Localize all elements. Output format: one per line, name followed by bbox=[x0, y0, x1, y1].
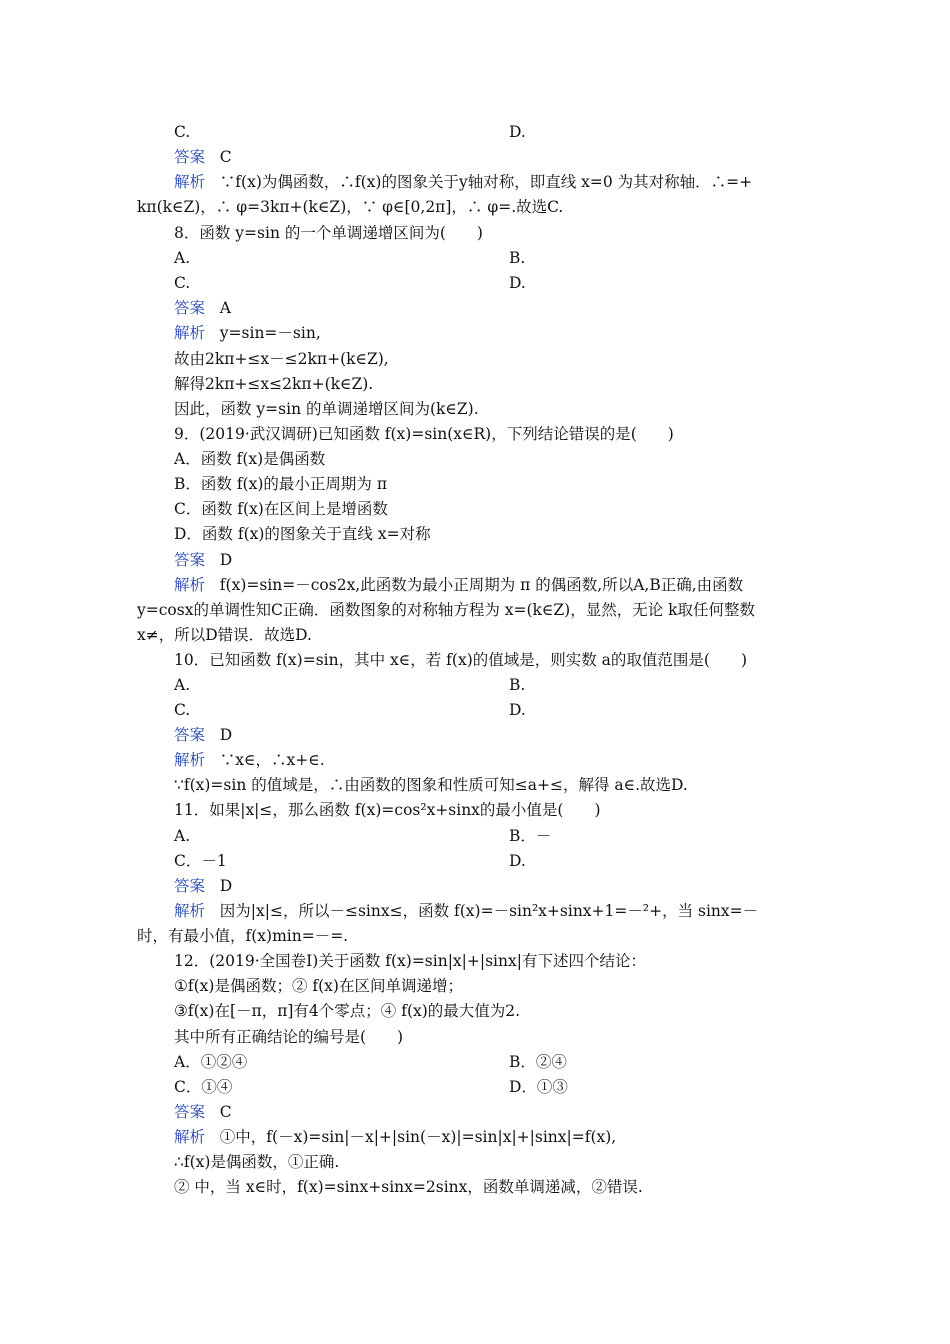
q12-option-b: B．②④ bbox=[509, 1053, 567, 1071]
analysis-text: y=sin=－sin, bbox=[219, 324, 321, 342]
q10-answer-line bbox=[174, 725, 232, 745]
q9-option-b: B．函数 f(x)的最小正周期为 π bbox=[174, 475, 388, 493]
q9-option-d: D．函数 f(x)的图象关于直线 x=对称 bbox=[174, 525, 431, 543]
answer-value: A bbox=[219, 299, 231, 317]
analysis-label: 解析 bbox=[174, 324, 206, 342]
q11-answer-line bbox=[174, 876, 232, 896]
q12-statement-line-3: 其中所有正确结论的编号是( ) bbox=[174, 1028, 404, 1046]
q8-option-a: A. bbox=[174, 249, 191, 267]
analysis-label: 解析 bbox=[174, 173, 206, 191]
analysis-label: 解析 bbox=[174, 751, 206, 769]
q12-analysis-line-2: ∴f(x)是偶函数，①正确. bbox=[174, 1153, 340, 1171]
q10-option-b: B. bbox=[509, 676, 526, 694]
q12-option-c: C．①④ bbox=[174, 1078, 233, 1096]
q8-stem: 8．函数 y=sin 的一个单调递增区间为( ) bbox=[174, 224, 483, 242]
answer-label: 答案 bbox=[174, 148, 206, 166]
q9-option-c: C．函数 f(x)在区间上是增函数 bbox=[174, 500, 388, 518]
q9-option-a: A．函数 f(x)是偶函数 bbox=[174, 450, 326, 468]
q11-stem: 11．如果|x|≤，那么函数 f(x)=cos²x+sinx的最小值是( ) bbox=[174, 801, 601, 819]
q8-analysis-line-1 bbox=[174, 323, 321, 343]
q10-analysis-line-2: ∵f(x)=sin 的值域是，∴由函数的图象和性质可知≤a+≤，解得 a∈.故选D. bbox=[174, 776, 688, 794]
analysis-label: 解析 bbox=[174, 902, 206, 920]
answer-value: D bbox=[219, 877, 233, 895]
q12-stem: 12．(2019·全国卷Ⅰ)关于函数 f(x)=sin|x|+|sinx|有下述四个结论： bbox=[174, 952, 646, 970]
answer-label: 答案 bbox=[174, 877, 206, 895]
q12-option-d: D．①③ bbox=[509, 1078, 568, 1096]
answer-value: D bbox=[219, 551, 233, 569]
q10-option-c: C. bbox=[174, 701, 191, 719]
q11-option-b: B．－ bbox=[509, 827, 552, 845]
answer-value: C bbox=[219, 148, 232, 166]
analysis-text: ∵f(x)为偶函数，∴f(x)的图象关于y轴对称，即直线 x=0 为其对称轴．∴=+ bbox=[219, 173, 753, 191]
q10-stem: 10．已知函数 f(x)=sin，其中 x∈，若 f(x)的值域是，则实数 a的取值范围是( ) bbox=[174, 651, 748, 669]
q8-option-b: B. bbox=[509, 249, 526, 267]
q9-analysis-line-2: y=cosx的单调性知C正确．函数图象的对称轴方程为 x=(k∈Z)，显然，无论 k取任何整数 bbox=[137, 601, 756, 619]
q8-option-d: D. bbox=[509, 274, 526, 292]
answer-label: 答案 bbox=[174, 299, 206, 317]
q8-answer-line bbox=[174, 298, 231, 318]
q8-analysis-line-4: 因此，函数 y=sin 的单调递增区间为(k∈Z). bbox=[174, 400, 479, 418]
q9-analysis-line-1 bbox=[174, 575, 743, 595]
answer-label: 答案 bbox=[174, 551, 206, 569]
q7-analysis-line-2: kπ(k∈Z)，∴ φ=3kπ+(k∈Z)，∵ φ∈[0,2π]，∴ φ=.故选C. bbox=[137, 198, 564, 216]
q9-answer-line bbox=[174, 550, 232, 570]
q12-statement-line-2: ③f(x)在[－π，π]有4个零点；④ f(x)的最大值为2. bbox=[174, 1002, 521, 1020]
q12-statement-line-1: ①f(x)是偶函数；② f(x)在区间单调递增； bbox=[174, 977, 463, 995]
q11-analysis-line-1 bbox=[174, 901, 758, 921]
q8-option-c: C. bbox=[174, 274, 191, 292]
answer-value: D bbox=[219, 726, 233, 744]
q7-analysis-line-1 bbox=[174, 172, 752, 192]
q12-answer-line bbox=[174, 1102, 232, 1122]
q10-analysis-line-1 bbox=[174, 750, 325, 770]
analysis-text: f(x)=sin=－cos2x,此函数为最小正周期为 π 的偶函数,所以A,B正确,由函数 bbox=[219, 576, 744, 594]
q11-option-a: A. bbox=[174, 827, 191, 845]
analysis-label: 解析 bbox=[174, 576, 206, 594]
q10-option-d: D. bbox=[509, 701, 526, 719]
q12-option-a: A．①②④ bbox=[174, 1053, 248, 1071]
q10-option-a: A. bbox=[174, 676, 191, 694]
answer-label: 答案 bbox=[174, 726, 206, 744]
q8-analysis-line-3: 解得2kπ+≤x≤2kπ+(k∈Z). bbox=[174, 375, 374, 393]
q9-analysis-line-3: x≠，所以D错误．故选D. bbox=[137, 626, 312, 644]
q7-answer-line bbox=[174, 147, 232, 167]
q12-analysis-line-3: ② 中，当 x∈时，f(x)=sinx+sinx=2sinx，函数单调递减，②错误. bbox=[174, 1178, 643, 1196]
analysis-text: 因为|x|≤，所以－≤sinx≤，函数 f(x)=－sin²x+sinx+1=－²+，当 sinx=－ bbox=[219, 902, 759, 920]
q9-stem: 9．(2019·武汉调研)已知函数 f(x)=sin(x∈R)，下列结论错误的是( ) bbox=[174, 425, 674, 443]
q11-option-c: C．－1 bbox=[174, 852, 227, 870]
answer-value: C bbox=[219, 1103, 232, 1121]
q11-option-d: D. bbox=[509, 852, 526, 870]
q11-analysis-line-2: 时，有最小值，f(x)min=－=. bbox=[137, 927, 349, 945]
analysis-text: ①中，f(－x)=sin|－x|+|sin(－x)|=sin|x|+|sinx|=f(x), bbox=[219, 1128, 617, 1146]
q8-analysis-line-2: 故由2kπ+≤x－≤2kπ+(k∈Z), bbox=[174, 350, 389, 368]
q7-option-c: C. bbox=[174, 123, 191, 141]
q12-analysis-line-1 bbox=[174, 1127, 616, 1147]
answer-label: 答案 bbox=[174, 1103, 206, 1121]
analysis-text: ∵x∈，∴x+∈. bbox=[219, 751, 325, 769]
q7-option-d: D. bbox=[509, 123, 526, 141]
analysis-label: 解析 bbox=[174, 1128, 206, 1146]
